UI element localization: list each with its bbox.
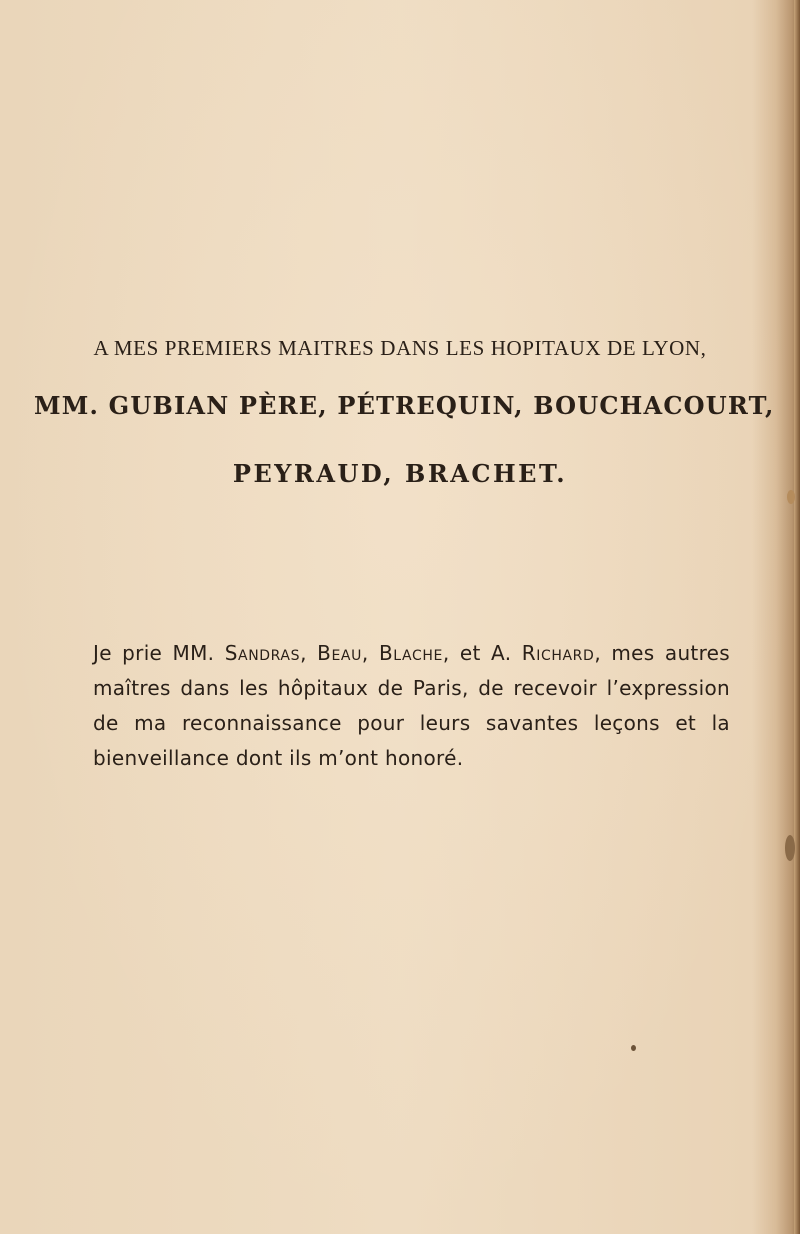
name-blache: Blache [378, 641, 443, 665]
dedication-paragraph [93, 636, 730, 776]
separator: , [300, 641, 318, 665]
separator: , et A. [442, 641, 522, 665]
dedication-intro: Je prie MM. [93, 641, 225, 665]
name-sandras: Sandras [224, 641, 301, 665]
heading-line-1: A MES PREMIERS MAITRES DANS LES HOPITAUX DE LYON, [93, 336, 707, 360]
heading-line-2: MM. GUBIAN PÈRE, PÉTREQUIN, BOUCHACOURT, [34, 391, 775, 420]
name-beau: Beau [317, 641, 362, 665]
foxing-spot [631, 1045, 636, 1051]
dedication-rest: , mes autres maîtres dans les hôpitaux de Paris, de recevoir l’expression de ma reconnaissance pour leurs savantes leçons et la bienveillance dont ils m’ont honoré. [93, 641, 730, 770]
foxing-spot [785, 835, 795, 861]
separator: , [361, 641, 379, 665]
heading-line-3: PEYRAUD, BRACHET. [232, 459, 568, 488]
foxing-spot [787, 490, 795, 504]
page-edge [794, 0, 800, 1234]
name-richard: Richard [521, 641, 595, 665]
